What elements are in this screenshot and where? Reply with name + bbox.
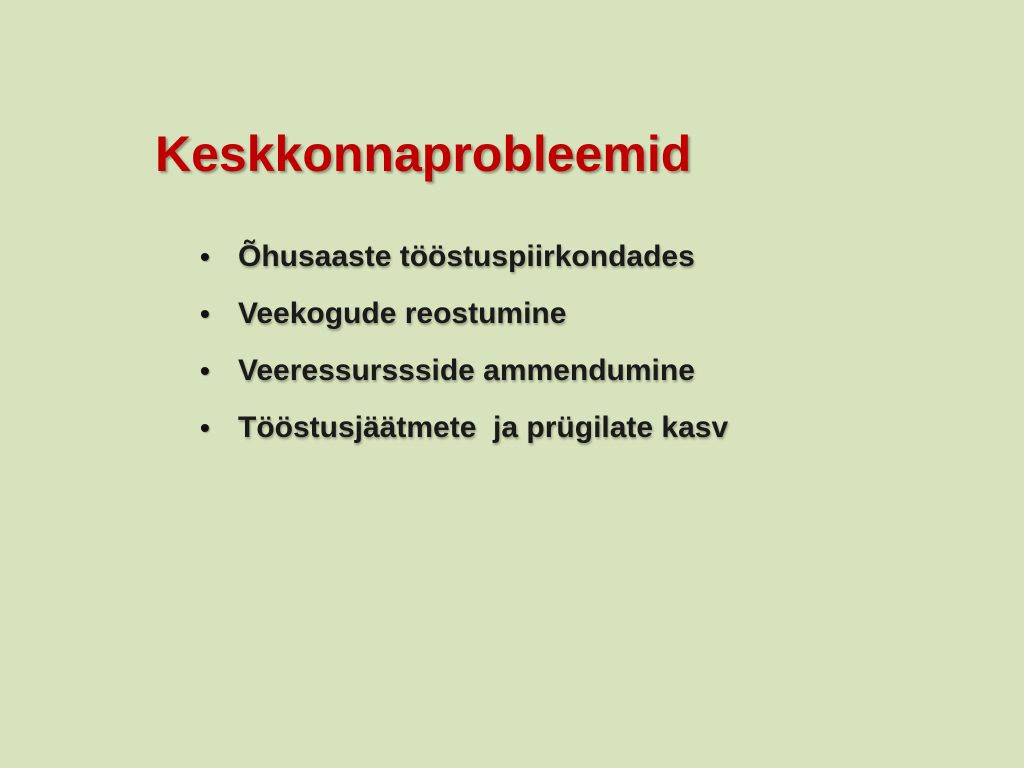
list-item-text: Tööstusjäätmete ja prügilate kasv <box>238 410 729 444</box>
bullet-icon: • <box>200 354 210 386</box>
list-item <box>200 342 728 399</box>
list-item <box>200 228 728 285</box>
list-item <box>200 285 728 342</box>
list-item-text: Õhusaaste tööstuspiirkondades <box>238 239 695 273</box>
list-item-text: Veekogude reostumine <box>238 296 567 330</box>
list-item-text: Veeressurssside ammendumine <box>238 353 695 387</box>
slide-title: Keskkonnaprobleemid <box>155 126 692 182</box>
bullet-list <box>200 228 728 456</box>
bullet-icon: • <box>200 411 210 443</box>
list-item <box>200 399 728 456</box>
bullet-icon: • <box>200 297 210 329</box>
bullet-icon: • <box>200 240 210 272</box>
